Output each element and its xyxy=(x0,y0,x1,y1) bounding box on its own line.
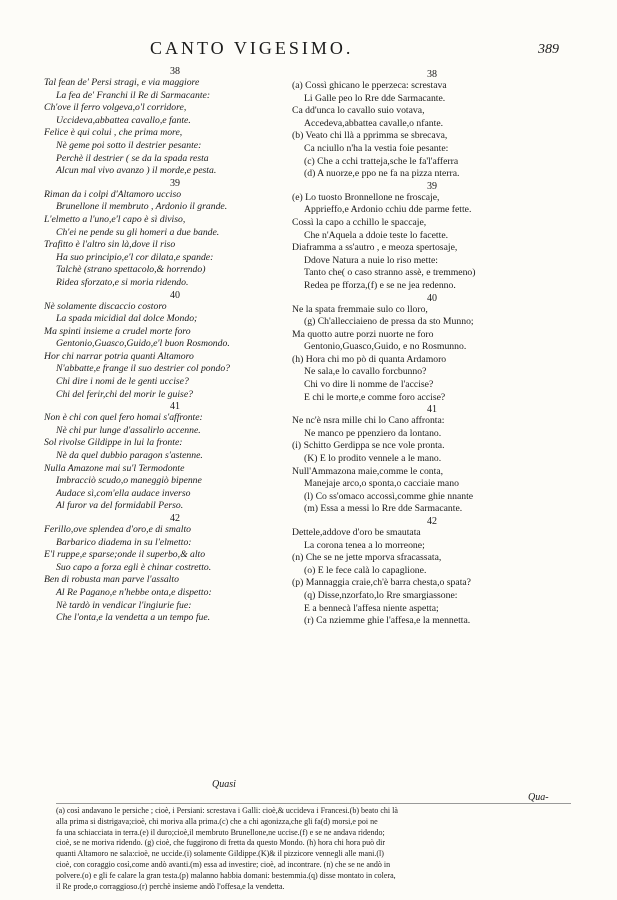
stanza-number: 38 xyxy=(427,69,437,80)
page-number: 389 xyxy=(538,42,559,57)
verse-line: Sol rivolse Gildippe in lui la fronte: xyxy=(44,437,183,449)
verse-line: (b) Veato chi llà a pprimma se sbrecava, xyxy=(292,130,448,142)
stanza-number: 41 xyxy=(170,401,180,413)
footnote-line: fa una schiacciata in terra.(e) il duro;cioè,il membruto Brunellone,ne uccise.(f) e se ne andava ridendo; xyxy=(56,827,385,837)
verse-line: Brunellone il membruto , Ardonio il grande. xyxy=(56,201,228,213)
verse-line: Redea pe fforza,(f) e se ne jea redenno. xyxy=(304,279,456,291)
verse-line: Nè solamente discaccio costoro xyxy=(44,300,167,312)
verse-line: Manejaje arco,o sponta,o cacciaie mano xyxy=(304,478,459,490)
verse-line: Audace sì,com'ella audace inverso xyxy=(56,487,191,499)
footnote-line: il Re prode,o corraggioso.(r) perchè insieme andò l'offesa,e la vendetta. xyxy=(56,881,285,891)
stanza-number: 41 xyxy=(427,404,437,416)
verse-line: Ridea sforzato,e si moria ridendo. xyxy=(56,276,189,288)
verse-line: (e) Lo tuosto Bronnellone ne froscaje, xyxy=(292,191,440,203)
verse-line: Ferillo,ove splendea d'oro,e di smalto xyxy=(44,524,192,535)
verse-line: Accedeva,abbattea cavalle,o nfante. xyxy=(304,117,444,129)
verse-line: Barbarico diadema in su l'elmetto: xyxy=(56,536,192,548)
verse-line: Alcun mal vivo avanzo ) il morde,e pesta. xyxy=(56,165,217,177)
stanza-number: 38 xyxy=(170,66,180,77)
footnote-line: alla prima si distrigava;cioè, chi moriva alla prima.(c) che a chi agonizza,che gli fa(d) morsi,e poi ne xyxy=(56,816,378,826)
verse-line: Che l'onta,e la vendetta a un tempo fue. xyxy=(56,612,211,624)
verse-line: Trafitto è l'altro sin là,dove il riso xyxy=(44,239,176,251)
stanza xyxy=(292,181,572,293)
stanza-number: 42 xyxy=(427,516,437,527)
verse-line: Gentonio,Guasco,Guido,e'l buon Rosmondo. xyxy=(56,338,230,350)
stanza-number: 42 xyxy=(170,513,180,524)
footnote-line: quanti Altamoro ne sala:cioè, ne uccide.(i) solamente Gildippe.(K)& il pizzicore vennegli alle mani.(l) xyxy=(56,849,384,859)
verse-line: Apprieffo,e Ardonio cchiu dde parme fette. xyxy=(304,204,472,216)
stanza xyxy=(292,516,572,628)
verse-line: Tal fean de' Persi stragi, e via maggiore xyxy=(44,77,200,88)
verse-line: E'l ruppe,e sparse;onde il superbo,& alto xyxy=(44,549,206,561)
verse-line: Ca dd'unca lo cavallo suio votava, xyxy=(292,105,425,117)
verse-line: Nè tardò in vendicar l'ingiurie fue: xyxy=(56,599,192,611)
verse-line: Li Galle peo lo Rre dde Sarmacante. xyxy=(304,92,446,104)
verse-line: La corona tenea a lo morreone; xyxy=(304,539,425,551)
verse-line: Uccideva,abbattea cavallo,e fante. xyxy=(56,114,191,126)
verse-line: Chi vo dire li nomme de l'accise? xyxy=(304,379,434,391)
footnote-line: (a) così andavano le persiche ; cioè, i Persiani: screstava i Galli: cioè,& uccideva i Francesi.(b) beato chi là xyxy=(56,806,398,815)
verse-line: Riman da i colpi d'Altamoro ucciso xyxy=(44,188,182,200)
verse-line: (a) Cossì ghicano le pperzeca: screstava xyxy=(292,80,447,91)
verse-line: Ma spinti insieme a crudel morte foro xyxy=(44,325,191,337)
verse-line: (q) Disse,nzorfato,lo Rre smargiassone: xyxy=(304,589,458,601)
verse-line: Ben di robusta man parve l'assalto xyxy=(44,574,179,586)
footnote-rule xyxy=(56,803,571,804)
running-title: CANTO VIGESIMO. xyxy=(150,38,354,58)
verse-line: E a bennecà l'affesa niente aspetta; xyxy=(304,602,439,614)
verse-line: Al furor va del formidabil Perso. xyxy=(56,500,184,512)
verse-line: Diaframma a ss'autro , e meoza spertosaje, xyxy=(292,242,458,254)
verse-line: N'abbatte,e frange il suo destrier col pondo? xyxy=(56,363,231,375)
verse-line: (K) E lo prodito vennele a le mano. xyxy=(304,453,442,465)
footnote-line: cioè, se ne moriva ridendo. (g) cioè, che fuggirono di fretta da questo Mondo. (h) hora chi hora può dir xyxy=(56,838,386,848)
verse-line: (o) E le fece calà lo capaglione. xyxy=(304,564,427,576)
verse-line: Dettele,addove d'oro be smautata xyxy=(292,527,421,538)
verse-line: E chi le morte,e comme foro accise? xyxy=(304,391,446,403)
stanza xyxy=(44,290,306,402)
verse-line: Gentonio,Guasco,Guido, e no Rosmunno. xyxy=(304,341,467,353)
verse-line: (n) Che se ne jette mporva sfracassata, xyxy=(292,552,442,564)
verse-line: La fea de' Franchi il Re di Sarmacante: xyxy=(56,89,211,101)
verse-line: Nè geme poi sotto il destrier pesante: xyxy=(56,139,202,151)
stanza xyxy=(292,404,572,516)
verse-line: Ch'ei ne pende su gli homeri a due bande. xyxy=(56,226,220,238)
verse-line: (p) Mannaggia craie,ch'è barra chesta,o spata? xyxy=(292,577,471,589)
verse-line: Ne nc'è nsra mille chi lo Cano affronta: xyxy=(292,415,445,427)
verse-line: Hor chi narrar potria quanti Altamoro xyxy=(44,350,194,362)
verse-line: (m) Essa a messi lo Rre dde Sarmacante. xyxy=(304,503,463,515)
verse-line: (d) A nuorze,e ppo ne fa na pizza nterra. xyxy=(304,168,460,180)
verse-line: Null'Ammazona maie,comme le conta, xyxy=(292,465,444,477)
stanza xyxy=(292,293,572,405)
verse-line: (c) Che a cchi tratteja,sche le fa'l'afferra xyxy=(304,155,459,167)
stanza xyxy=(44,66,306,178)
verse-line: Chi del ferir,chi del morir le guise? xyxy=(56,388,193,400)
verse-line: Ne sala,e lo cavallo forcbunno? xyxy=(304,366,427,378)
verse-line: Suo capo a forza egli è chinar costretto. xyxy=(56,561,212,573)
left-catchword: Quasi xyxy=(212,779,236,790)
verse-line: L'elmetto a l'uno,e'l capo è sì diviso, xyxy=(44,213,186,225)
verse-line: Tanto che( o caso stranno assè, e tremmeno) xyxy=(304,267,476,279)
verse-line: Ha suo principio,e'l cor dilata,e spande: xyxy=(56,251,214,263)
right-catchword: Qua- xyxy=(528,792,549,803)
verse-line: La spada micidial dal dolce Mondo; xyxy=(56,313,198,325)
stanza-number: 39 xyxy=(427,180,437,192)
stanza-number: 40 xyxy=(427,292,437,304)
verse-line: Ch'ove il ferro volgeva,o'l corridore, xyxy=(44,102,187,114)
verse-line: (g) Ch'allecciaieno de pressa da sto Munno; xyxy=(304,316,474,328)
verse-line: (r) Ca nziemme ghie l'affesa,e la mennetta. xyxy=(304,615,471,627)
verse-line: Imbracciò scudo,o maneggiò bipenne xyxy=(56,475,202,487)
verse-line: Che n'Aquela a ddoie teste lo facette. xyxy=(304,229,449,241)
verse-line: Cossì la capo a cchillo le spaccaje, xyxy=(292,216,427,228)
verse-line: (i) Schitto Gerdippa se nce vole pronta. xyxy=(292,440,445,452)
page-header xyxy=(0,34,617,64)
verse-line: Al Re Pagano,e n'hebbe onta,e dispetto: xyxy=(56,586,212,598)
verse-line: Nè da quel dubbio paragon s'astenne. xyxy=(56,450,203,462)
neapolitan-column xyxy=(292,69,572,628)
footnote-line: cioè, con coraggio così,come andò avanti.(m) essa ad investire; cioè, ad incontrare. (n) che se ne andò in xyxy=(56,859,391,869)
verse-line: Ddove Natura a nuie lo riso mette: xyxy=(304,254,438,266)
italian-column xyxy=(44,66,306,625)
stanza xyxy=(44,178,306,290)
verse-line: Ne manco pe ppenziero da lontano. xyxy=(304,427,442,439)
stanza xyxy=(44,401,306,513)
verse-line: Ma quotto autre porzi nuorte ne foro xyxy=(292,328,434,340)
footnote-line: polvere.(o) e gli fe calare la gran testa.(p) malanno habbia domani: bestemmia.(q) disse montato in colera, xyxy=(56,870,396,880)
stanza-number: 39 xyxy=(170,177,180,189)
verse-line: (h) Hora chi mo pò di quanta Ardamoro xyxy=(292,353,447,365)
verse-line: Perchè il destrier ( se da la spada resta xyxy=(56,152,209,164)
verse-line: (l) Co ss'omaco accossì,comme ghie nnante xyxy=(304,490,474,502)
footnotes xyxy=(56,806,576,892)
verse-line: Nè chi pur lunge d'assalirlo accenne. xyxy=(56,424,201,436)
verse-line: Felice è qui colui , che prima more, xyxy=(44,127,183,139)
stanza-number: 40 xyxy=(170,289,180,301)
verse-line: Ca nciullo n'ha la vestia foie pesante: xyxy=(304,142,449,154)
stanza xyxy=(44,513,306,625)
verse-line: Talchè (strano spettacolo,& horrendo) xyxy=(56,264,206,276)
verse-line: Non è chi con quel fero homai s'affronte: xyxy=(44,412,203,424)
stanza xyxy=(292,69,572,181)
verse-line: Nulla Amazone mai su'l Termodonte xyxy=(44,462,185,474)
verse-line: Ne la spata fremmaie sulo co lloro, xyxy=(292,303,428,315)
verse-line: Chi dire i nomi de le genti uccise? xyxy=(56,376,189,388)
